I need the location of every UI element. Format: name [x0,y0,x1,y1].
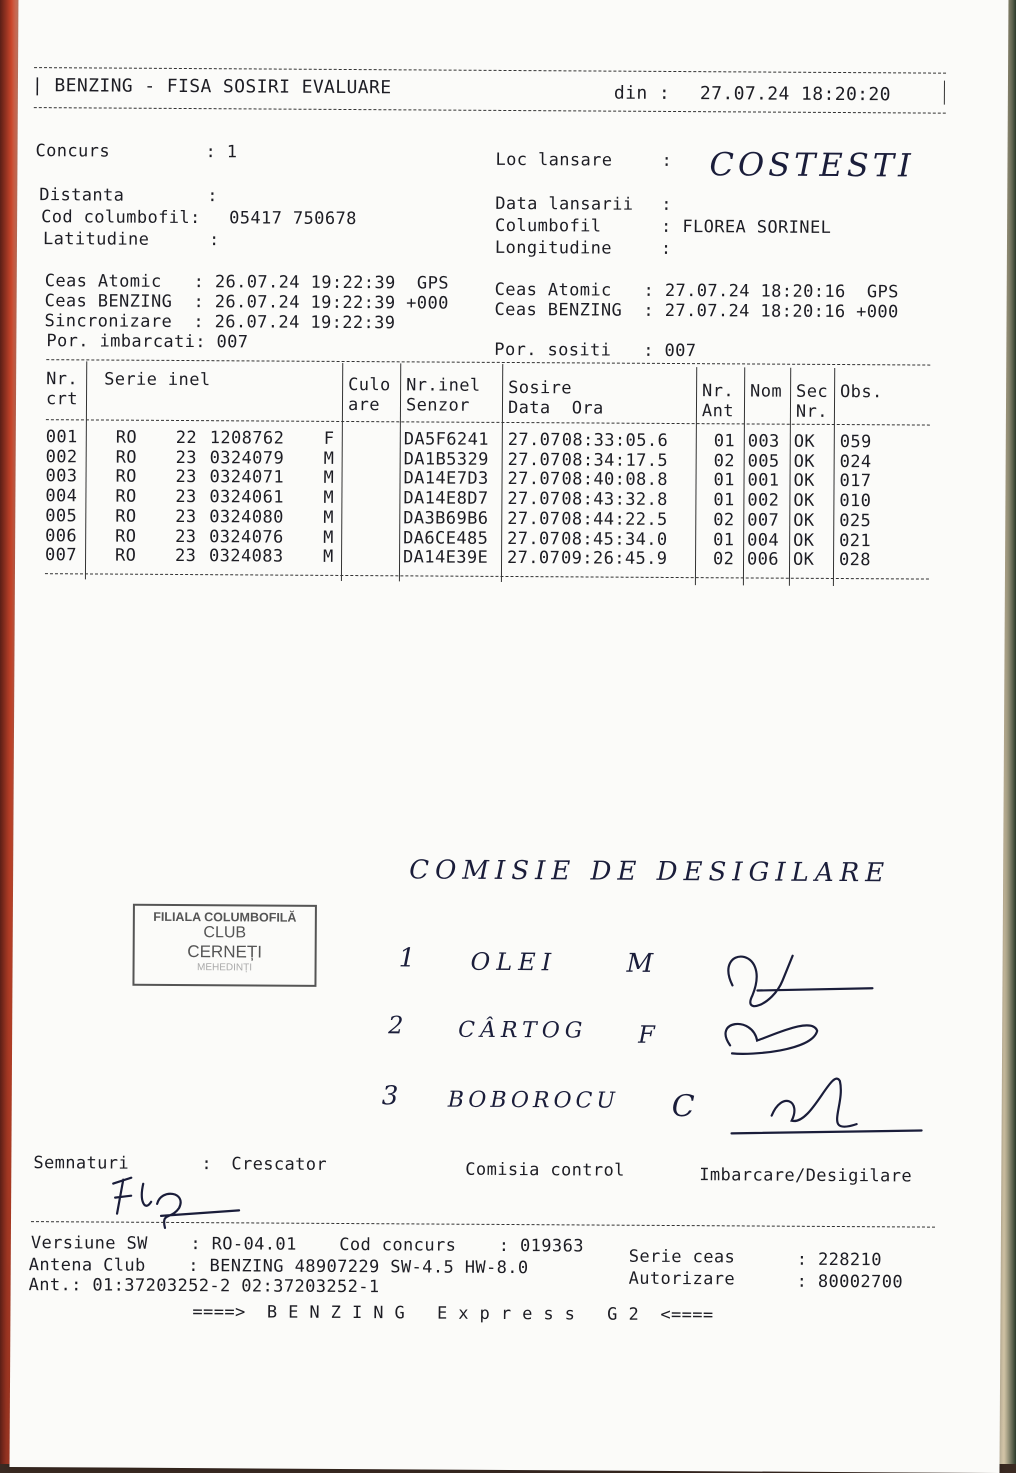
clock-left-3: Sincronizare : 26.07.24 19:22:39 [44,311,396,334]
semnaturi-sep: : [201,1154,213,1175]
stamp-line-2: CLUB [203,924,247,942]
member-3-nr: 3 [381,1081,399,1112]
table-cell-senzor: DA1B5329 [403,449,489,470]
table-cell-tara: RO [115,545,137,566]
col-nr: Nr. [46,369,79,390]
club-stamp [132,904,316,987]
table-cell-an: 23 [175,506,197,527]
loc-lansare-handwritten: COSTESTI [709,145,915,185]
table-cell-data: 27.07 [507,508,561,530]
table-cell-ant: 01 [713,470,735,491]
table-cell-senzor: DA14E8D7 [403,488,489,509]
table-cell-ant: 01 [713,490,735,511]
col-nrinel-1: Nr.inel [406,375,481,396]
table-cell-ora: 08:33:05.6 [561,430,669,451]
table-cell-data: 27.07 [507,449,561,470]
table-cell-sex: M [323,507,335,528]
table-cell-nr: 002 [45,446,78,468]
table-cell-data: 27.07 [507,548,561,569]
col-obs: Obs. [840,382,883,403]
col-sec-1: Sec [796,381,829,402]
table-cell-nom: 002 [747,490,780,511]
clock-left-2: Ceas BENZING : 26.07.24 19:22:39 +000 [44,291,449,314]
cod-columbofil-value: 05417 750678 [229,208,357,230]
table-cell-an: 23 [175,526,197,547]
table-cell-nom: 007 [747,510,780,531]
table-cell-inel: 0324079 [209,447,285,469]
por-sositi: Por. sositi : 007 [494,339,697,362]
loc-lansare-label: Loc lansare [495,149,613,171]
table-cell-nom: 003 [747,431,780,452]
member-1-nr: 1 [398,943,416,974]
table-cell-ant: 02 [712,549,735,570]
clock-right-1: Ceas Atomic : 27.07.24 18:20:16 GPS [494,279,899,303]
col-crt: crt [45,389,78,410]
latitudine-label: Latitudine [42,229,150,250]
col-nrant-2: Ant [701,401,734,422]
table-cell-sec: OK [793,510,815,531]
distanta-label: Distanta [39,185,125,206]
printed-sheet [10,0,1009,1473]
col-sec-2: Nr. [795,401,828,422]
table-cell-inel: 1208762 [209,428,285,449]
table-cell-inel: 0324061 [209,487,284,508]
por-imbarcati: Por. imbarcati: 007 [46,331,249,353]
table-cell-inel: 0324076 [209,526,284,548]
crescator-label: Crescator [231,1154,328,1175]
report-datetime: 27.07.24 18:20:20 [699,83,891,106]
serie-ceas-value: : 228210 [796,1249,882,1271]
table-cell-sex: M [323,527,334,548]
table-cell-senzor: DA5F6241 [403,429,489,450]
table-cell-nr: 004 [45,486,78,507]
table-cell-an: 23 [175,467,197,488]
table-cell-sec: OK [793,490,815,511]
table-cell-sex: M [323,448,335,469]
table-cell-obs: 021 [839,530,872,551]
table-cell-nr: 003 [45,466,78,487]
semnaturi-label: Semnaturi [33,1153,130,1174]
table-cell-sec: OK [792,549,815,571]
table-cell-obs: 010 [839,491,872,512]
data-lansarii-label: Data lansarii [495,193,634,215]
autorizare-value: : 80002700 [796,1271,904,1293]
date-label: din : [613,82,671,104]
latitudine-value: : [208,230,220,251]
table-cell-sex: M [323,468,335,489]
imbarcare-desigilare-label: Imbarcare/Desigilare [699,1165,913,1187]
table-cell-an: 23 [175,447,198,468]
table-cell-nom: 005 [747,451,780,472]
table-cell-ant: 01 [713,431,736,452]
concurs-label: Concurs [35,141,111,162]
longitudine-sep: : [660,238,672,259]
table-cell-data: 27.07 [507,429,562,451]
table-cell-inel: 0324083 [209,546,284,567]
table-cell-sex: F [323,428,335,449]
table-cell-nr: 001 [45,427,78,448]
table-cell-senzor: DA14E39E [403,547,489,569]
table-cell-sex: M [323,547,334,568]
table-cell-sec: OK [793,451,816,472]
loc-lansare-sep: : [661,150,673,171]
table-cell-ant: 02 [713,510,735,531]
table-cell-ora: 08:45:34.0 [561,528,668,550]
col-nrant-1: Nr. [702,381,735,402]
table-cell-obs: 017 [839,471,872,492]
cod-columbofil-label: Cod columbofil: [41,207,201,229]
concurs-value: : 1 [205,142,238,163]
table-cell-ant: 01 [713,529,735,550]
table-cell-nom: 004 [747,529,780,551]
comisia-control-label: Comisia control [465,1159,625,1181]
longitudine-label: Longitudine [494,237,613,259]
table-cell-sex: M [323,487,335,509]
serie-ceas-label: Serie ceas [628,1246,736,1268]
table-cell-tara: RO [115,506,137,527]
table-cell-tara: RO [115,486,137,507]
table-cell-an: 23 [175,546,197,567]
table-cell-ora: 08:40:08.8 [561,469,668,491]
stamp-line-3: CERNEȚI [187,942,263,962]
table-cell-sec: OK [793,431,816,452]
table-cell-nr: 005 [45,505,78,527]
col-nrinel-2: Senzor [405,395,470,416]
table-cell-ora: 08:43:32.8 [561,489,668,511]
table-cell-tara: RO [115,427,138,448]
col-serie-inel: Serie inel [104,369,211,391]
member-2-nr: 2 [388,1011,404,1040]
table-cell-ora: 08:44:22.5 [561,509,668,530]
table-cell-sec: OK [793,530,815,551]
columbofil-label: Columbofil [495,215,602,237]
table-cell-obs: 025 [839,510,872,532]
table-cell-data: 27.07 [507,469,561,490]
table-cell-tara: RO [115,447,138,468]
table-cell-senzor: DA14E7D3 [403,468,489,490]
col-culoare-2: are [347,395,380,416]
table-cell-senzor: DA3B69B6 [403,508,489,529]
table-cell-inel: 0324080 [209,506,284,528]
table-cell-senzor: DA6CE485 [403,527,489,549]
col-sosire-2: Data Ora [507,397,604,419]
signature-member-1 [728,955,872,1007]
stamp-line-1: FILIALA COLUMBOFILĂ [153,909,297,925]
table-cell-obs: 028 [838,550,872,571]
member-2-initial: F [638,1020,655,1049]
table-cell-ora: 09:26:45.9 [560,548,668,570]
table-cell-nom: 001 [747,470,780,492]
distanta-value: : [207,186,218,207]
data-lansarii-sep: : [661,194,672,215]
table-cell-nr: 006 [45,525,78,546]
table-cell-ant: 02 [713,450,736,472]
table-cell-an: 23 [175,487,197,508]
member-1-name: OLEI [470,947,558,977]
table-cell-inel: 0324071 [209,467,285,489]
table-cell-obs: 059 [839,432,872,453]
footer-line-2: Antena Club : BENZING 48907229 SW-4.5 HW-8.0 [28,1255,529,1279]
member-3-initial: C [671,1089,695,1125]
col-sosire-1: Sosire [508,377,572,399]
table-cell-sec: OK [793,471,815,492]
table-cell-data: 27.07 [507,489,561,510]
table-cell-nom: 006 [746,549,780,570]
table-cell-nr: 007 [45,545,78,566]
clock-left-1: Ceas Atomic : 26.07.24 19:22:39 GPS [44,271,449,294]
member-2-name: CÂRTOG [458,1017,588,1044]
autorizare-label: Autorizare [628,1268,736,1290]
table-cell-obs: 024 [839,451,872,472]
col-nom: Nom [750,381,783,402]
table-cell-an: 22 [175,427,198,449]
stamp-line-4: MEHEDINȚI [197,962,253,974]
benzing-banner: ====> B E N Z I N G E x p r e s s G 2 <==== [192,1302,714,1326]
table-cell-tara: RO [115,466,137,488]
signature-member-3 [732,1078,922,1135]
comisie-heading-handwritten: COMISIE DE DESIGILARE [409,855,891,889]
signature-member-2 [725,1024,817,1054]
table-cell-tara: RO [115,526,137,547]
footer-line-3: Ant.: 01:37203252-2 02:37203252-1 [28,1275,380,1298]
footer-line-1: Versiune SW : RO-04.01 Cod concurs : 019363 [30,1233,584,1257]
report-title: | BENZING - FISA SOSIRI EVALUARE [31,75,392,99]
table-cell-data: 27.07 [507,528,561,549]
member-1-initial: M [626,948,654,979]
col-culoare-1: Culo [348,375,391,396]
columbofil-value: : FLOREA SORINEL [661,216,832,238]
table-cell-ora: 08:34:17.5 [561,450,669,471]
member-3-name: BOBOROCU [447,1087,620,1114]
clock-right-2: Ceas BENZING : 27.07.24 18:20:16 +000 [494,299,899,323]
